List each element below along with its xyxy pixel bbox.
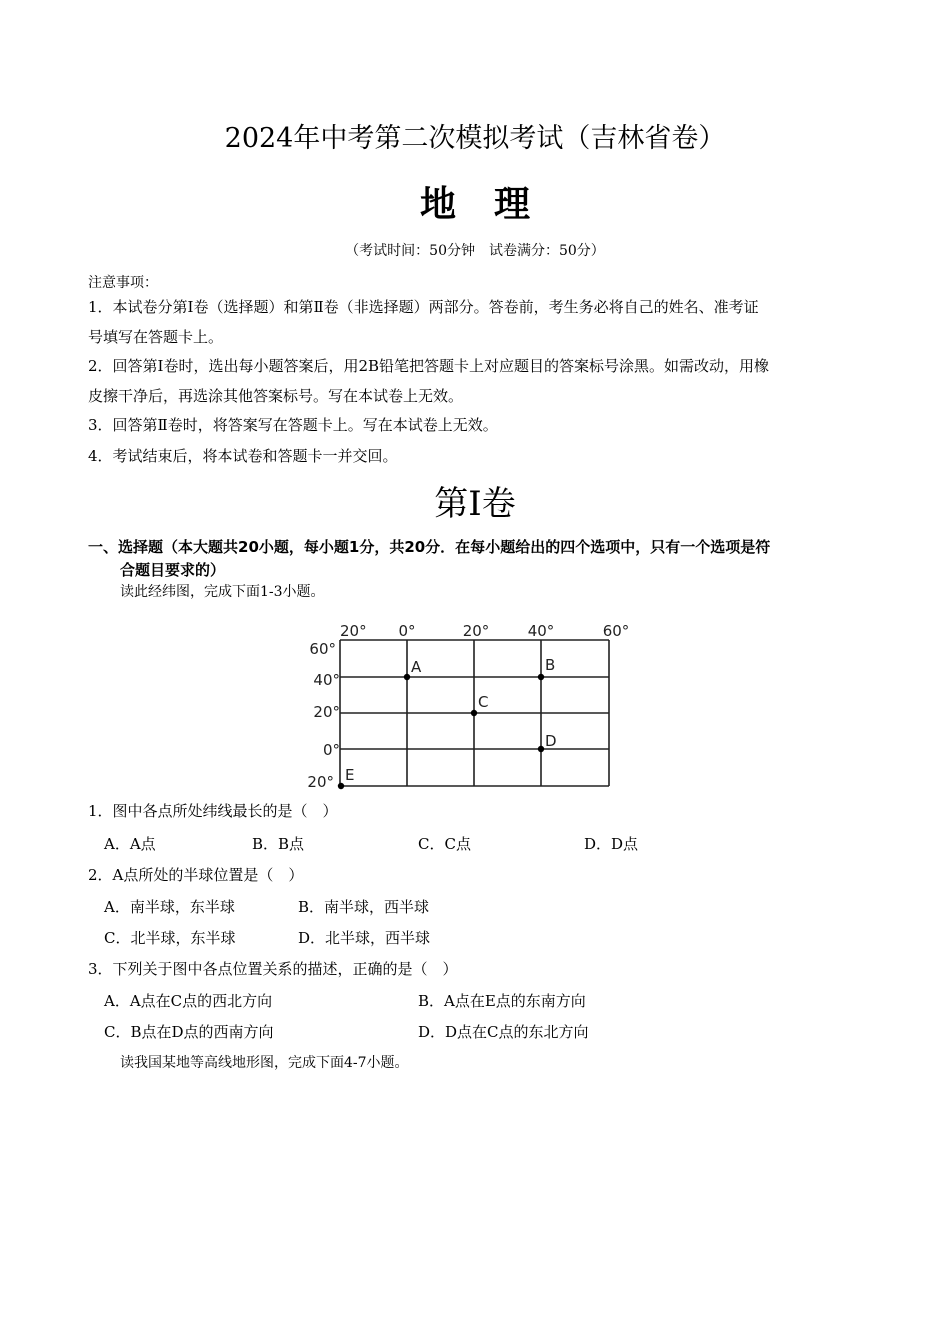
notice-line: 号填写在答题卡上。 (88, 328, 224, 346)
question-option: D．D点 (584, 835, 639, 853)
notice-line: 2．回答第Ⅰ卷时，选出每小题答案后，用2B铅笔把答题卡上对应题目的答案标号涂黑。如需改动，用橡 (88, 357, 770, 375)
question-option: D．D点在C点的东北方向 (418, 1023, 589, 1041)
lat-label: 40° (313, 671, 340, 689)
lon-label: 40° (527, 622, 555, 640)
question-option: D．北半球，西半球 (298, 929, 431, 947)
next-instruction: 读我国某地等高线地形图，完成下面4-7小题。 (120, 1055, 409, 1071)
point-label: A (411, 658, 422, 676)
question-option: C．北半球，东半球 (104, 929, 236, 947)
lat-lon-grid-figure (290, 615, 640, 795)
exam-info: （考试时间：50分钟 试卷满分：50分） (345, 243, 605, 259)
lon-label: 20° (340, 622, 367, 640)
question-stem: 3．下列关于图中各点位置关系的描述，正确的是（ ） (88, 960, 458, 978)
subject-title: 地理 (419, 183, 568, 225)
point-label: B (545, 656, 556, 674)
question-stem: 1．图中各点所处纬线最长的是（ ） (88, 802, 338, 820)
question-stem: 2．A点所处的半球位置是（ ） (88, 866, 304, 884)
question-option: A．A点 (104, 835, 156, 853)
point-d-marker (538, 746, 544, 752)
point-label: C (478, 693, 489, 711)
question-option: B．B点 (252, 835, 305, 853)
notice-line: 3．回答第Ⅱ卷时，将答案写在答题卡上。写在本试卷上无效。 (88, 416, 498, 434)
notice-line: 1．本试卷分第Ⅰ卷（选择题）和第Ⅱ卷（非选择题）两部分。答卷前，考生务必将自己的姓名、准考证 (88, 298, 759, 316)
lat-label: 60° (309, 640, 336, 658)
point-e-marker (338, 783, 344, 789)
question-option: C．C点 (418, 835, 471, 853)
question-option: A．A点在C点的西北方向 (104, 992, 273, 1010)
part-heading: 一、选择题（本大题共20小题，每小题1分，共20分．在每小题给出的四个选项中，只有一个选项是符 (88, 538, 771, 556)
lon-label: 20° (462, 622, 490, 640)
question-option: B．A点在E点的东南方向 (418, 992, 586, 1010)
question-option: B．南半球，西半球 (298, 898, 430, 916)
lat-label: 0° (322, 741, 340, 759)
lon-label: 60° (602, 622, 630, 640)
lat-label: 20° (313, 703, 340, 721)
point-b-marker (538, 674, 544, 680)
figure-instruction: 读此经纬图，完成下面1-3小题。 (120, 584, 325, 600)
section-title: 第Ⅰ卷 (434, 484, 516, 524)
part-heading-cont: 合题目要求的） (120, 561, 226, 579)
point-c-marker (471, 710, 477, 716)
question-option: C．B点在D点的西南方向 (104, 1023, 274, 1041)
lat-label: 20° (307, 773, 334, 791)
point-label: E (345, 766, 355, 784)
exam-title: 2024年中考第二次模拟考试（吉林省卷） (224, 123, 726, 154)
point-label: D (545, 732, 557, 750)
notice-heading: 注意事项： (88, 275, 158, 291)
notice-line: 皮擦干净后，再选涂其他答案标号。写在本试卷上无效。 (88, 387, 464, 405)
question-option: A．南半球，东半球 (104, 898, 235, 916)
point-a-marker (404, 674, 410, 680)
notice-line: 4．考试结束后，将本试卷和答题卡一并交回。 (88, 447, 398, 465)
lon-label: 0° (398, 622, 416, 640)
